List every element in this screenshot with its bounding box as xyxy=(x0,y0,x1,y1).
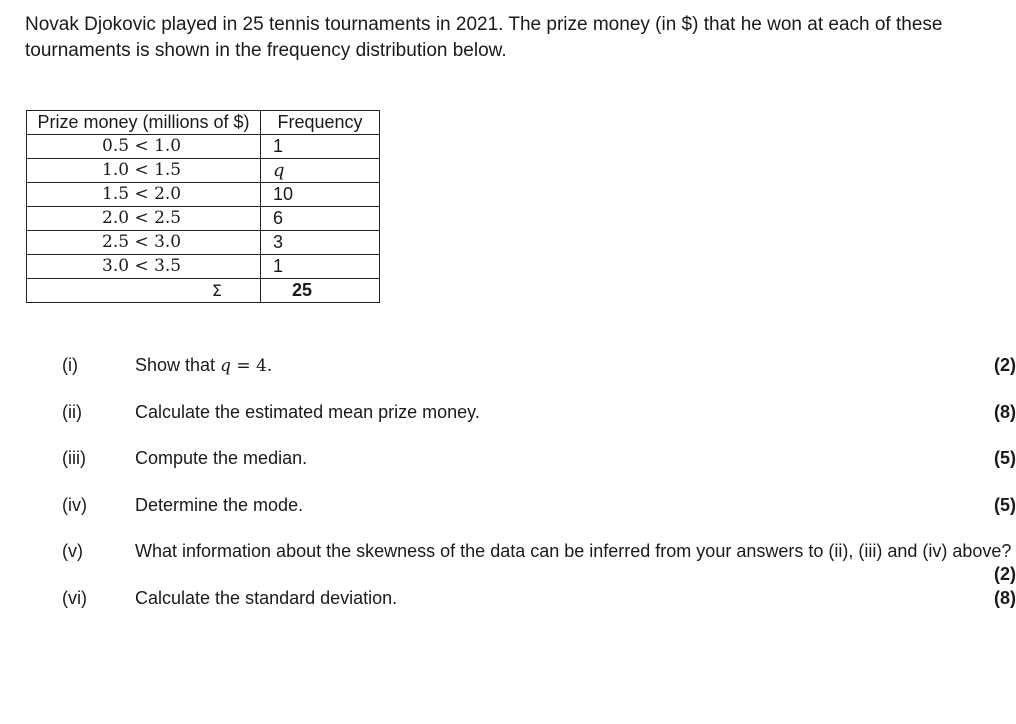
frequency-cell: 6 xyxy=(261,207,380,231)
interval-cell: 1.0 < 1.5 xyxy=(27,159,261,183)
question-text: Calculate the estimated mean prize money. xyxy=(135,402,480,422)
question-number: (vi) xyxy=(62,588,87,608)
table-total-row xyxy=(27,279,380,303)
question-number: (ii) xyxy=(62,402,82,422)
question-number: (i) xyxy=(62,355,78,375)
interval-cell: 0.5 < 1.0 xyxy=(27,135,261,159)
interval-cell: 3.0 < 3.5 xyxy=(27,255,261,279)
sum-symbol: Σ xyxy=(27,279,261,303)
frequency-cell: q xyxy=(261,159,380,183)
table-row xyxy=(27,231,380,255)
question-ii xyxy=(0,399,1016,425)
question-i xyxy=(0,352,1016,378)
question-marks: (2) xyxy=(994,564,1016,584)
question-number: (v) xyxy=(62,541,83,561)
table-row xyxy=(27,255,380,279)
intro-paragraph: Novak Djokovic played in 25 tennis tournaments in 2021. The prize money (in $) that he won at each of these tournaments is shown in the frequency distribution below. xyxy=(25,14,943,61)
math-variable: q xyxy=(220,356,231,376)
question-v xyxy=(0,538,1016,564)
frequency-cell: 3 xyxy=(261,231,380,255)
question-number: (iii) xyxy=(62,448,86,468)
question-text: Compute the median. xyxy=(135,448,308,468)
table-row xyxy=(27,135,380,159)
question-text: Determine the mode. xyxy=(135,495,304,515)
interval-cell: 2.0 < 2.5 xyxy=(27,207,261,231)
table-row xyxy=(27,183,380,207)
question-text xyxy=(135,352,272,379)
header-prize-money: Prize money (millions of $) xyxy=(27,111,261,135)
header-frequency: Frequency xyxy=(261,111,380,135)
frequency-table xyxy=(26,110,380,303)
question-marks: (8) xyxy=(994,402,1016,422)
interval-cell: 2.5 < 3.0 xyxy=(27,231,261,255)
interval-cell: 1.5 < 2.0 xyxy=(27,183,261,207)
table-header-row xyxy=(27,111,380,135)
question-marks: (8) xyxy=(994,588,1016,608)
question-marks: (5) xyxy=(994,495,1016,515)
frequency-cell: 10 xyxy=(261,183,380,207)
question-vi xyxy=(0,585,1016,611)
question-number: (iv) xyxy=(62,495,87,515)
question-iii xyxy=(0,445,1016,471)
question-iv xyxy=(0,492,1016,518)
math-expression: = 4. xyxy=(230,356,273,376)
frequency-cell: 1 xyxy=(261,135,380,159)
question-text: Calculate the standard deviation. xyxy=(135,588,398,608)
table-row xyxy=(27,207,380,231)
question-text-prefix: Show that xyxy=(135,355,221,375)
question-marks: (5) xyxy=(994,448,1016,468)
question-text: What information about the skewness of the data can be inferred from your answers to (ii), (iii) and (iv) above? xyxy=(135,541,1012,561)
frequency-cell: 1 xyxy=(261,255,380,279)
question-marks: (2) xyxy=(994,355,1016,375)
total-frequency: 25 xyxy=(261,279,380,303)
table-row xyxy=(27,159,380,183)
